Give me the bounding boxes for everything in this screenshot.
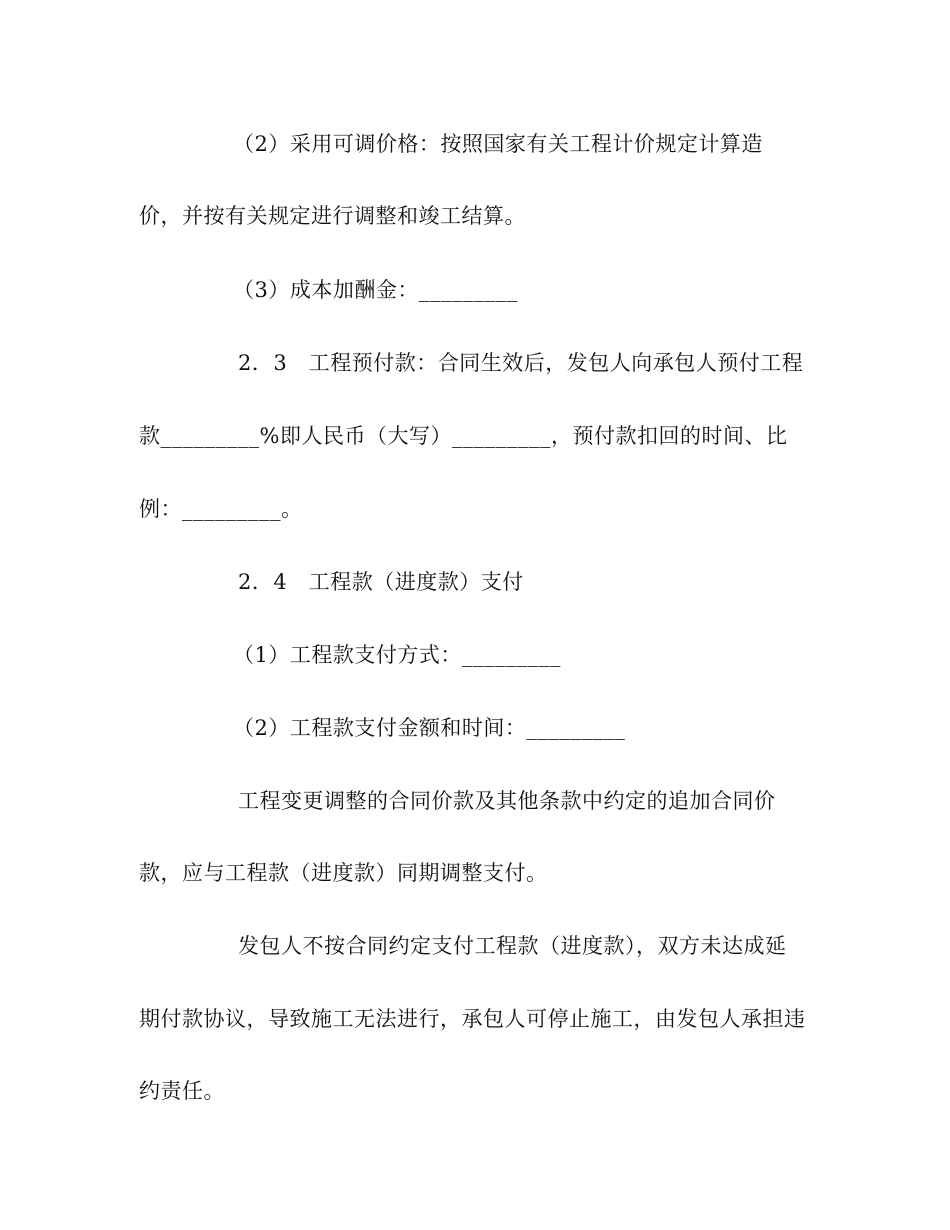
paragraph-default-line-1: 发包人不按合同约定支付工程款（进度款），双方未达成延 — [238, 934, 787, 958]
clause-2-3-line-1: 2．3 工程预付款：合同生效后，发包人向承包人预付工程 — [238, 351, 804, 375]
paragraph-change-line-2: 款，应与工程款（进度款）同期调整支付。 — [139, 861, 548, 885]
clause-2-3-line-3: 例：_________。 — [139, 497, 303, 521]
clause-2-3-line-2: 款_________%即人民币（大写）_________，预付款扣回的时间、比 — [139, 424, 788, 448]
paragraph-default-line-2: 期付款协议，导致施工无法进行，承包人可停止施工，由发包人承担违 — [139, 1007, 806, 1031]
clause-2-4-heading: 2．4 工程款（进度款）支付 — [238, 570, 524, 594]
clause-2-2-item-2-line-1: （2）采用可调价格：按照国家有关工程计价规定计算造 — [233, 132, 763, 156]
clause-2-4-item-1: （1）工程款支付方式：_________ — [233, 643, 561, 667]
clause-2-4-item-2: （2）工程款支付金额和时间：_________ — [233, 716, 626, 740]
paragraph-change-line-1: 工程变更调整的合同价款及其他条款中约定的追加合同价 — [238, 789, 776, 813]
clause-2-2-item-2-line-2: 价，并按有关规定进行调整和竣工结算。 — [139, 204, 526, 228]
clause-2-2-item-3: （3）成本加酬金：_________ — [233, 278, 518, 302]
paragraph-default-line-3: 约责任。 — [139, 1079, 225, 1103]
